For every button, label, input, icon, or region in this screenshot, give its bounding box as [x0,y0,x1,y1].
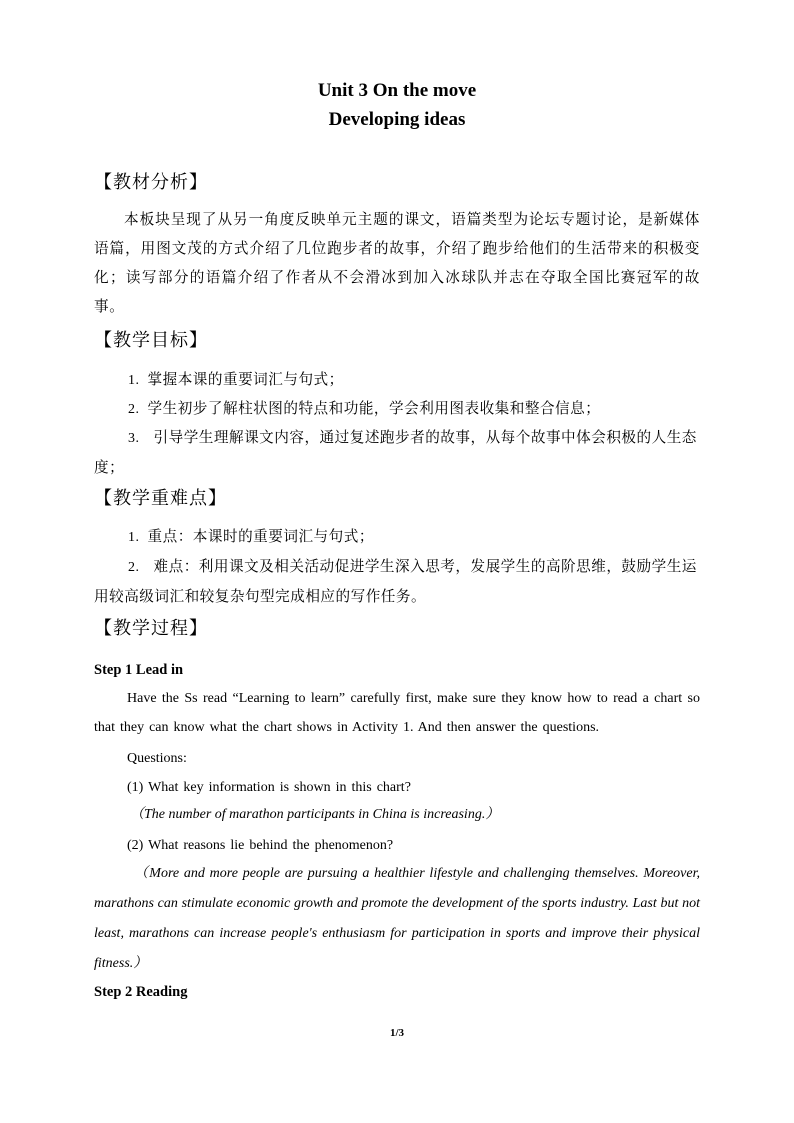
keypoint-text: 重点：本课时的重要词汇与句式； [147,528,374,545]
objective-number: 3. [128,431,140,446]
questions-label: Questions: [127,751,187,766]
objective-item [94,394,700,424]
step1-title: Step 1 Lead in [94,662,184,678]
step1-intro: Have the Ss read “Learning to learn” carefully first, make sure they know how to read a chart so that they can know what the chart shows in Activity 1. And then answer the questions. [94,691,700,735]
analysis-paragraph: 本板块呈现了从另一角度反映单元主题的课文，语篇类型为论坛专题讨论，是新媒体语篇，用图文茂的方式介绍了几位跑步者的故事，介绍了跑步给他们的生活带来的积极变化；读写部分的语篇介绍了作者从不会滑冰到加入冰球队并志在夺取全国比赛冠军的故事。 [94,211,700,315]
objective-item [94,365,700,395]
lesson-subtitle: Developing ideas [328,109,466,130]
objective-item [94,423,700,482]
answer-2: （More and more people are pursuing a healthier lifestyle and challenging themselves. Moreover, marathons can stimulate economic growth and promote the development of the sports industry. Last but not least, marathons can increase people's enthusiasm for participation in sports and improve their physical fitness.） [94,866,700,971]
step2-title: Step 2 Reading [94,984,188,1000]
keypoints-heading: 【教学重难点】 [94,488,227,509]
page-number: 1/3 [389,1027,405,1039]
answer-1: （The number of marathon participants in China is increasing.） [130,807,500,822]
process-heading: 【教学过程】 [94,618,208,639]
analysis-heading: 【教材分析】 [94,172,208,193]
objective-text: 引导学生理解课文内容，通过复述跑步者的故事，从每个故事中体会积极的人生态度； [94,429,697,476]
objective-number: 1. [128,373,140,388]
question-1: (1) What key information is shown in this chart? [127,780,411,795]
objective-text: 学生初步了解柱状图的特点和功能，学会利用图表收集和整合信息； [147,400,601,417]
keypoint-number: 2. [128,560,140,575]
unit-title: Unit 3 On the move [317,80,477,101]
question-2: (2) What reasons lie behind the phenomenon? [127,838,394,853]
objective-number: 2. [128,402,140,417]
objective-text: 掌握本课的重要词汇与句式； [147,371,344,388]
objectives-heading: 【教学目标】 [94,330,208,351]
keypoint-item [94,552,700,611]
keypoint-item [94,522,700,552]
keypoint-number: 1. [128,530,140,545]
keypoint-text: 难点：利用课文及相关活动促进学生深入思考，发展学生的高阶思维，鼓励学生运用较高级词汇和较复杂句型完成相应的写作任务。 [94,558,697,605]
